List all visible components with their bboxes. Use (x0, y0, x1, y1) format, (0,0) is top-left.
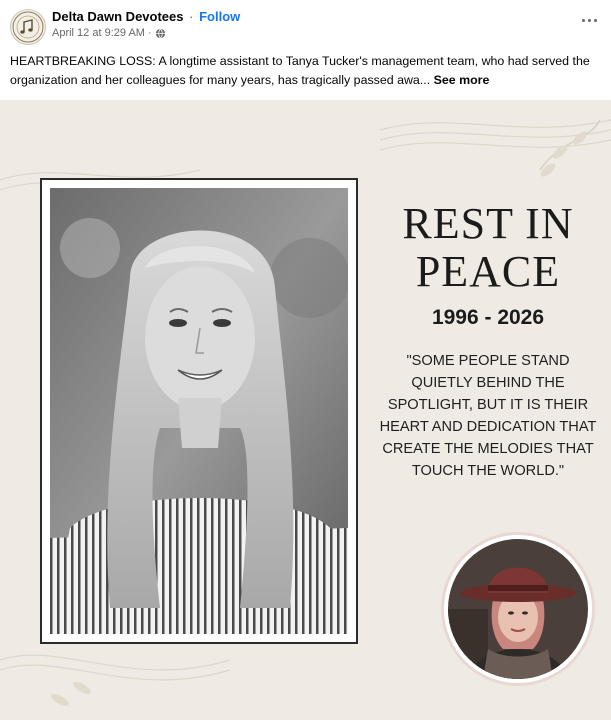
meta-separator: · (147, 27, 152, 39)
page-name-link[interactable]: Delta Dawn Devotees (52, 9, 184, 24)
see-more-link[interactable]: See more (433, 73, 490, 87)
caption-text: HEARTBREAKING LOSS: A longtime assistant to Tanya Tucker's management team, who had served the organization and her colleagues for many years, has tragically passed awa... (10, 54, 590, 87)
globe-icon (155, 28, 166, 39)
portrait-frame (40, 178, 358, 644)
rest-in-peace-title: REST IN PEACE (402, 199, 574, 296)
follow-button[interactable]: Follow (199, 9, 241, 24)
page-avatar[interactable] (10, 9, 46, 45)
portrait-illustration (50, 188, 348, 634)
memorial-image[interactable] (0, 100, 611, 720)
page-name-line (52, 9, 240, 24)
post-caption (10, 52, 600, 90)
post-meta (52, 27, 166, 39)
more-options-icon[interactable] (577, 10, 601, 30)
inset-photo (444, 535, 592, 683)
name-separator: · (189, 9, 194, 24)
portrait-photo (50, 188, 348, 634)
post-header (0, 0, 611, 46)
memorial-years: 1996 - 2026 (431, 306, 545, 329)
page-logo-icon (11, 10, 45, 44)
memorial-quote: "SOME PEOPLE STAND QUIETLY BEHIND THE SPOTLIGHT, BUT IT IS THEIR HEART AND DEDICATION THAT CREATE THE MELODIES THAT TOUCH THE WORLD." (379, 353, 597, 479)
post-timestamp[interactable]: April 12 at 9:29 AM (52, 27, 145, 39)
inset-portrait-illustration (448, 539, 588, 679)
